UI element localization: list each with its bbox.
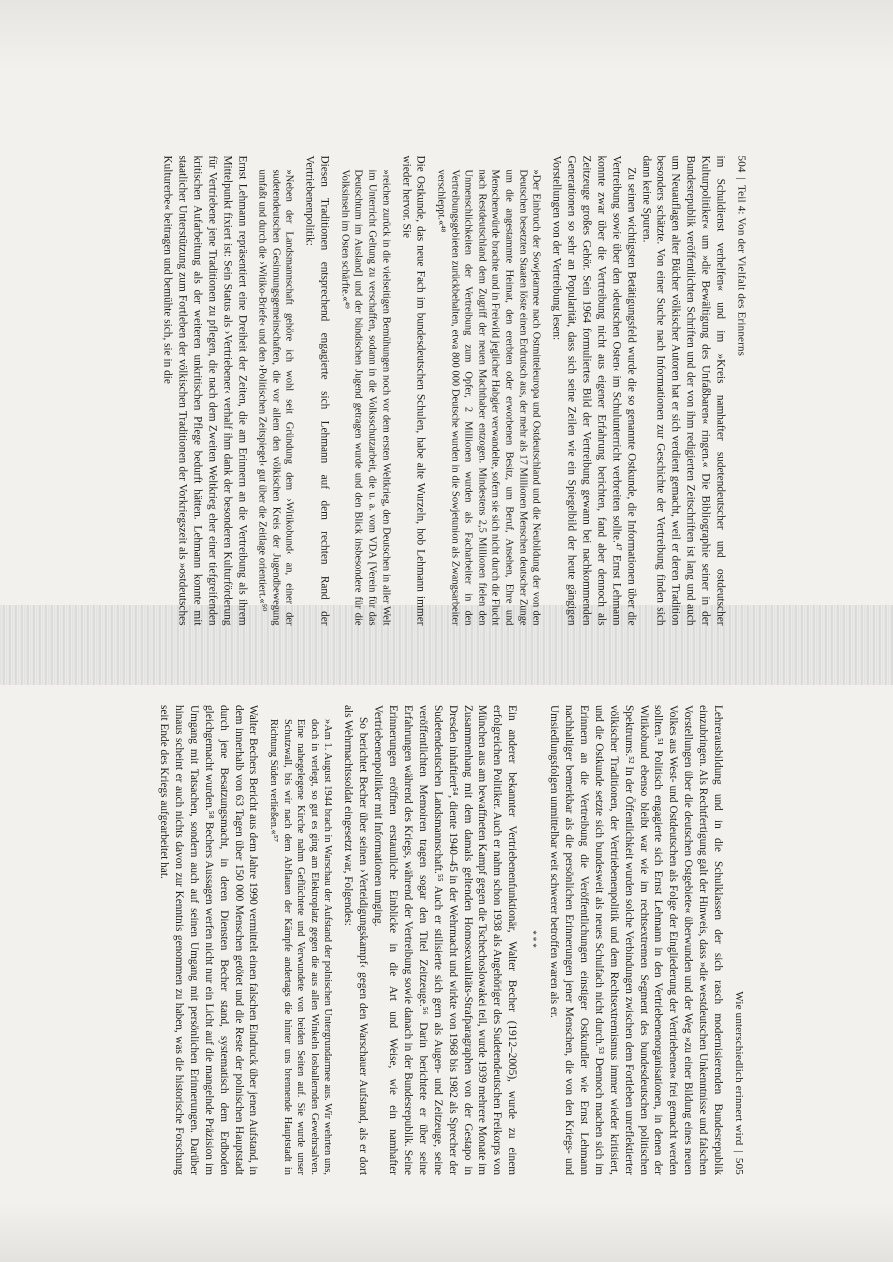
block-quote: »Neben der Landsmannschaft gehöre ich wohl seit Gründung dem ›Witikobund‹ an, einer der sudetendeutschen Gesinnungsgemeinschaften, die vor allem den völkischen Kreis der Jugendbewegung umfaßt und durch die ›Witiko-Briefe‹ und den ›Politischen Zeitspiegel‹ gut über die Zeitlage orientiert.«⁵⁰	[256, 169, 295, 626]
page-number: 504	[735, 155, 748, 173]
scan-shadow-top	[0, 0, 893, 70]
block-quote: »Der Einbruch der Sowjetarmee nach Ostmitteleuropa und Ostdeutschland und die Neubildung der von den Deutschen besetzten Staaten löste einen Erdrutsch aus, der mehr als 17 Millionen Menschen deutscher Zunge um die angestammte Heimat, den ererbten oder erworbenen Besitz, um Beruf, Ansehen, Ehre und Menschenwürde brachte und in Freiwild jeglicher Habgier verwandelte, sofern sie sich nicht durch die Flucht nach Restdeutschland dem Zugriff der neuen Machthaber entzogen. Mindestens 2,5 Millionen fielen den Unmenschlichkeiten der Vertreibung zum Opfer, 2 Millionen wurden als Facharbeiter in den Vertreibungsgebieten zurückbehalten, etwa 800 000 Deutsche wurden in die Sowjetunion als Zwangsarbeiter verschleppt.«⁴⁸	[435, 169, 542, 626]
page-504	[34, 156, 749, 626]
page-505	[158, 705, 746, 1175]
running-head-title: Teil 4: Von der Vielfalt des Erinnerns	[735, 185, 748, 357]
running-head-title: Wie unterschiedlich erinnert wird	[733, 991, 745, 1146]
paragraph: Ein anderer bekannter Vertriebenenfunktionär, Walter Becher (1912–2005), wurde zu einem erfolgreichen Politiker. Auch er nahm schon 1938 als Angehöriger des Sudetendeutschen Freikorps von München aus am bewaffneten Kampf gegen die Tschechoslowakei teil, wurde 1939 mehrere Monate im Zusammenhang mit dem damals geltenden Homosexualitäts-Strafparagraphen von der Gestapo in Dresden inhaftiert⁵⁴, diente 1940–45 in der Wehrmacht und wirkte von 1968 bis 1982 als Sprecher der Sudetendeutschen Landsmannschaft.⁵⁵ Auch er stilisierte sich gern als Augen- und Zeitzeuge, seine veröffentlichten Memoiren tragen sogar den Titel Zeitzeuge.⁵⁶ Darin berichtete er über seine Erfahrungen während des Kriegs, während der Vertreibung sowie danach in der Bundesrepublik. Seine Erinnerungen eröffnen erstaunliche Einblicke in die Art und Weise, wie ein namhafter Vertriebenenpolitiker mit Informationen umging.	[372, 705, 519, 1175]
scan-shadow-bottom	[0, 1202, 893, 1262]
running-head-504	[734, 156, 749, 626]
block-quote: »reichen zurück in die vielseitigen Bemühungen noch vor dem ersten Weltkrieg, den Deutschen in aller Welt im Unterricht Geltung zu verschaffen, sodann in die Volksschutzarbeit, die u. a. vom VDA [Verein für das Deutschtum im Ausland] und der bündischen Jugend getragen wurde und den Blick insbesondere für die Volksinseln im Osten schärfte.«⁴⁹	[339, 169, 392, 626]
paragraph: Diesen Traditionen entsprechend engagierte sich Lehmann auf dem rechten Rand der Vertriebenenpolitik:	[303, 155, 331, 626]
paragraph: Lehrerausbildung und in die Schulklassen der sich rasch modernisierenden Bundesrepublik einzubringen. Als Rechtfertigung galt der Hinweis, dass »die westdeutschen Unkenntnisse und falschen Vorstellungen über die deutschen Ostgebiete« überwunden und der Weg »zu einer Bildung eines neuen Volkes aus West- und Ostdeutschen als Folge der Eingliederung der Vertriebenen« frei gemacht werden sollten.⁵¹ Politisch engagierte sich Ernst Lehmann in den Vertriebenenorganisationen, in denen der Witikobund ebenso bleibt war wie im rechtsextremen Segment des bundesdeutschen politischen Spektrums.⁵² In der Öffentlichkeit wurden solche Verbindungen zwischen dem Fortleben unreflektierter völkischer Traditionen, der Vertriebenenpolitik und dem Rechtsextremismus immer wieder kritisiert, und die Ostkunde setzte sich bundesweit als neues Schulfach nicht durch.⁵³ Dennoch machen sich im Erinnern an die Vertreibung die Veröffentlichungen einstiger Ostkundler wie Ernst Lehmann nachhaltiger bemerkbar als die persönlichen Erinnerungen jener Menschen, die von den Kriegs- und Umsiedlungsfolgen unmittelbar weit schwerer betroffen waren als er.	[548, 705, 725, 1175]
paragraph: im Schuldienst verhelfen« und im »Kreis namhafter sudetendeutscher und ostdeutscher Kulturpolitiker« um »die Bewältigung des Unfaßbaren« ringen.« Die Bibliographie seiner in der Bundesrepublik veröffentlichten Schriften und der von ihm redigierten Zeitschriften ist lang und auch um Neuauflagen alter Bücher völkischer Autoren hat er sich verdient gemacht, weil er deren Tradition besonders schätzte. Von einer Suche nach Informationen zur Geschichte der Vertreibung finden sich dann keine Spuren.	[640, 155, 727, 626]
page-number: 505	[733, 1157, 745, 1175]
header-separator: |	[733, 1150, 745, 1153]
running-head-505	[731, 705, 746, 1175]
section-separator: ***	[528, 930, 539, 950]
header-separator: |	[735, 177, 748, 181]
paragraph: So berichtet Becher über seinen ›Verteidigungskampf‹ gegen den Warschauer Aufstand, als er dort als Wehrmachtssoldat eingesetzt war, Folgendes:	[342, 705, 370, 1175]
paragraph: Die Ostkunde, das neue Fach im bundesdeutschen Schulen, habe alte Wurzeln, hob Lehmann immer wieder hervor. Sie	[400, 155, 427, 626]
block-quote: »Am 1. August 1944 brach in Warschau der Aufstand der polnischen Untergrundarmee aus. Wir wehrten uns, doch in verlegt, so gut es ging am Elektroplatz gegen die aus allen Winkeln losballernden Gewehrsalven. Eine nahegelegene Kirche nahm Geflüchtete und Verwundete von beiden Seiten auf. Sie wurde unser Schutzwall, bis wir nach dem Abflauen der Kämpfe andertags die hinter uns brennende Hauptstadt in Richtung Süden verließen.«⁵⁷	[268, 719, 334, 1175]
paragraph: Walter Bechers Bericht aus dem Jahre 1990 vermittelt einen falschen Eindruck über jenen Aufstand, in dem innerhalb von 63 Tagen über 150 000 Menschen getötet und die Reste der polnischen Hauptstadt durch jene Besatzungsmacht, in deren Diensten Becher stand, systematisch dem Erdboden gleichgemacht wurden.⁵⁸ Bechers Aussagen werfen nicht nur ein Licht auf die mangelnde Präzision im Umgang mit Tatsachen, sondern auch auf seinen Umgang mit persönlichen Erinnerungen. Darüber hinaus scheint er auch nichts davon zur Kenntnis genommen zu haben, was die historische Forschung seit Ende des Kriegs aufgearbeitet hat.	[158, 705, 260, 1175]
paragraph: Zu seinen wichtigsten Betätigungsfeld wurde die so genannte Ostkunde, die Informationen über die Vertreibung sowie über den ›deutschen Osten‹ im Schulunterricht verbreiten sollte.⁴⁷ Ernst Lehmann konnte zwar über die Vertreibung nicht aus eigener Erfahrung berichten, fand aber dennoch als Zeitzeuge großes Gehör. Sein 1964 formuliertes Bild der Vertreibung gewann bei nachkommenden Generationen so sehr an Popularität, dass sich seine Zeilen wie ein Spiegelbild der heute gängigen Vorstellungen von der Vertreibung lesen:	[550, 155, 638, 626]
paragraph: Ernst Lehmann repräsentiert eine Dreiheit der Zeiten, die am Erinnern an die Vertreibung als ihrem Mittelpunkt fixiert ist: Sein Status als ›Vertriebener‹ verhalf ihm dank der besonderen Kulturförderung für Vertriebene jene Traditionen zu pflegen, die nach dem Zweiten Weltkrieg eher einer tiefgreifenden kritischen Aufarbeitung als der weiteren unkritischen Pflege bedurft hätten. Lehmann konnte mit staatlicher Unterstützung zum Fortleben der völkischen Traditionen der Vorkriegszeit als »ostdeutsches Kulturerbe« beitragen und bemühte sich, sie in die	[161, 155, 249, 626]
